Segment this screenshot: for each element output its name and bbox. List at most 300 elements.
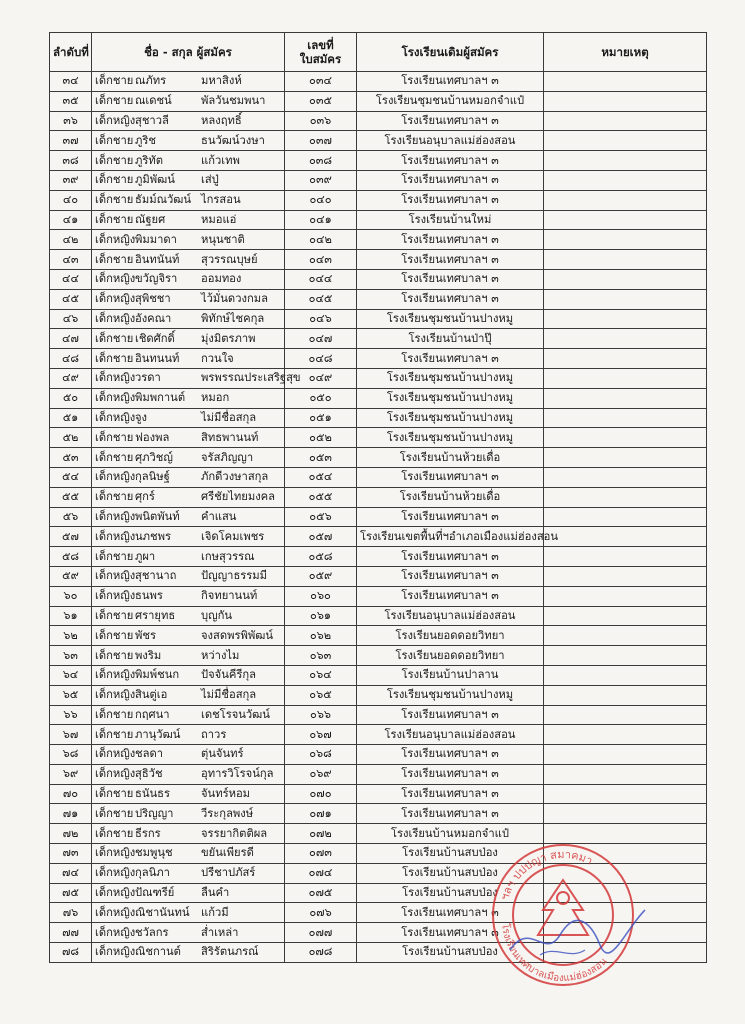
- row-remark: [544, 151, 707, 171]
- row-school: โรงเรียนชุมชนบ้านปางหมู: [357, 309, 544, 329]
- row-name: [92, 646, 285, 666]
- row-school: โรงเรียนบ้านสบป่อง: [357, 883, 544, 903]
- row-no: ๓๙: [50, 170, 92, 190]
- row-name: [92, 329, 285, 349]
- row-last-name: หว่างไม: [201, 648, 240, 662]
- table-row: [50, 170, 707, 190]
- row-remark: [544, 388, 707, 408]
- row-no: ๔๖: [50, 309, 92, 329]
- table-row: [50, 745, 707, 765]
- row-no: ๖๔: [50, 665, 92, 685]
- row-remark: [544, 764, 707, 784]
- row-first-name: จูง: [135, 410, 148, 424]
- row-name: [92, 269, 285, 289]
- table-row: [50, 586, 707, 606]
- row-prefix: เด็กชาย: [95, 549, 134, 563]
- row-prefix: เด็กชาย: [95, 628, 134, 642]
- row-remark: [544, 428, 707, 448]
- table-row: [50, 72, 707, 92]
- row-application-no: ๐๕๑: [285, 408, 357, 428]
- row-prefix: เด็กชาย: [95, 252, 134, 266]
- row-school: โรงเรียนเทศบาลฯ ๓: [357, 269, 544, 289]
- row-remark: [544, 230, 707, 250]
- table-row: [50, 408, 707, 428]
- table-row: [50, 487, 707, 507]
- row-application-no: ๐๖๗: [285, 725, 357, 745]
- row-last-name: ไม่มีชื่อสกุล: [201, 688, 257, 702]
- row-application-no: ๐๕๓: [285, 448, 357, 468]
- row-application-no: ๐๓๘: [285, 151, 357, 171]
- row-remark: [544, 626, 707, 646]
- row-remark: [544, 170, 707, 190]
- row-school: โรงเรียนยอดดอยวิทยา: [357, 626, 544, 646]
- row-first-name: ปริญญา: [135, 806, 174, 820]
- row-first-name: กุลนิษฐ์: [135, 470, 170, 484]
- row-prefix: เด็กชาย: [95, 450, 134, 464]
- row-last-name: จรรยากิตติผล: [201, 826, 268, 840]
- row-prefix: เด็กชาย: [95, 787, 134, 801]
- row-school: โรงเรียนบ้านห้วยเดื่อ: [357, 487, 544, 507]
- row-first-name: ภานุวัฒน์: [135, 727, 181, 741]
- row-school: โรงเรียนยอดดอยวิทยา: [357, 646, 544, 666]
- row-school: โรงเรียนเทศบาลฯ ๓: [357, 250, 544, 270]
- row-application-no: ๐๔๔: [285, 269, 357, 289]
- row-application-no: ๐๔๐: [285, 190, 357, 210]
- table-row: [50, 269, 707, 289]
- row-remark: [544, 665, 707, 685]
- row-school: โรงเรียนชุมชนบ้านปางหมู: [357, 408, 544, 428]
- table-row: [50, 764, 707, 784]
- row-last-name: พิทักษ์ไชคกุล: [201, 311, 265, 325]
- row-first-name: ณิชานันทน์: [135, 905, 190, 919]
- row-application-no: ๐๖๑: [285, 606, 357, 626]
- row-school: โรงเรียนเทศบาลฯ ๓: [357, 764, 544, 784]
- row-remark: [544, 467, 707, 487]
- row-name: [92, 309, 285, 329]
- row-name: [92, 151, 285, 171]
- row-no: ๖๑: [50, 606, 92, 626]
- row-prefix: เด็กชาย: [95, 193, 134, 207]
- row-application-no: ๐๖๘: [285, 745, 357, 765]
- row-prefix: เด็กชาย: [95, 707, 134, 721]
- table-row: [50, 190, 707, 210]
- row-last-name: คำแสน: [201, 509, 237, 523]
- row-no: ๖๓: [50, 646, 92, 666]
- row-prefix: เด็กหญิง: [95, 371, 136, 385]
- table-header-row: [50, 33, 707, 72]
- row-prefix: เด็กหญิง: [95, 747, 136, 761]
- row-remark: [544, 368, 707, 388]
- row-remark: [544, 111, 707, 131]
- row-school: โรงเรียนเทศบาลฯ ๓: [357, 547, 544, 567]
- row-remark: [544, 250, 707, 270]
- row-first-name: ธัมม์ณวัฒน์: [135, 193, 191, 207]
- row-application-no: ๐๕๒: [285, 428, 357, 448]
- table-row: [50, 804, 707, 824]
- row-school: โรงเรียนเทศบาลฯ ๓: [357, 745, 544, 765]
- header-name: ชื่อ - สกุล ผู้สมัคร: [92, 33, 285, 72]
- row-first-name: ขวัญจิรา: [135, 272, 178, 286]
- row-prefix: เด็กชาย: [95, 153, 134, 167]
- table-row: [50, 131, 707, 151]
- row-first-name: ชวัลกร: [135, 925, 169, 939]
- row-last-name: พัลวันชมพนา: [201, 94, 266, 108]
- row-name: [92, 388, 285, 408]
- row-no: ๕๐: [50, 388, 92, 408]
- row-prefix: เด็กหญิง: [95, 589, 136, 603]
- row-first-name: อินทนนท์: [135, 351, 180, 365]
- row-prefix: เด็กหญิง: [95, 509, 136, 523]
- row-application-no: ๐๗๖: [285, 903, 357, 923]
- table-row: [50, 250, 707, 270]
- header-remark: หมายเหตุ: [544, 33, 707, 72]
- svg-text:ฯลฯ ปปปญา สมาคมา: [498, 848, 595, 902]
- row-remark: [544, 448, 707, 468]
- row-last-name: หลงฤทธิ์: [201, 113, 242, 127]
- row-application-no: ๐๕๐: [285, 388, 357, 408]
- row-prefix: เด็กชาย: [95, 608, 134, 622]
- row-application-no: ๐๔๙: [285, 368, 357, 388]
- row-remark: [544, 72, 707, 92]
- row-last-name: เกษสุวรรณ: [201, 549, 255, 563]
- row-school: โรงเรียนเทศบาลฯ ๓: [357, 507, 544, 527]
- row-first-name: กฤศนา: [135, 707, 170, 721]
- row-first-name: พิมมาดา: [135, 232, 177, 246]
- row-last-name: ไกรสอน: [201, 193, 241, 207]
- row-first-name: อินทนันท์: [135, 252, 180, 266]
- table-row: [50, 289, 707, 309]
- row-school: โรงเรียนบ้านห้วยเดื่อ: [357, 448, 544, 468]
- row-last-name: จรัสภิญญา: [201, 450, 254, 464]
- row-application-no: ๐๖๒: [285, 626, 357, 646]
- row-no: ๖๐: [50, 586, 92, 606]
- row-first-name: ภูผา: [135, 549, 156, 563]
- row-no: ๗๗: [50, 923, 92, 943]
- row-name: [92, 349, 285, 369]
- row-prefix: เด็กหญิง: [95, 767, 136, 781]
- row-school: โรงเรียนเทศบาลฯ ๓: [357, 467, 544, 487]
- row-first-name: ธนพร: [135, 589, 163, 603]
- row-remark: [544, 725, 707, 745]
- row-remark: [544, 349, 707, 369]
- row-no: ๗๐: [50, 784, 92, 804]
- row-last-name: วีระกุลพงษ์: [201, 806, 254, 820]
- seal-text-bottom: โรงเรียนเทศบาลเมืองแม่ฮ่องสอน: [499, 922, 610, 985]
- row-no: ๔๗: [50, 329, 92, 349]
- row-application-no: ๐๕๙: [285, 566, 357, 586]
- row-last-name: เส่ปู่: [201, 173, 219, 187]
- row-name: [92, 764, 285, 784]
- row-first-name: ณภัทร: [135, 74, 167, 88]
- row-remark: [544, 566, 707, 586]
- row-no: ๕๗: [50, 527, 92, 547]
- row-first-name: ณัฐยศ: [135, 212, 166, 226]
- row-school: โรงเรียนชุมชนบ้านปางหมู: [357, 428, 544, 448]
- row-remark: [544, 646, 707, 666]
- table-row: [50, 646, 707, 666]
- row-name: [92, 210, 285, 230]
- table-row: [50, 705, 707, 725]
- signature: [500, 900, 650, 970]
- row-name: [92, 170, 285, 190]
- row-application-no: ๐๗๐: [285, 784, 357, 804]
- row-no: ๗๖: [50, 903, 92, 923]
- row-last-name: ส่ำเหล่า: [201, 925, 239, 939]
- row-application-no: ๐๗๕: [285, 883, 357, 903]
- row-prefix: เด็กชาย: [95, 74, 134, 88]
- row-no: ๖๘: [50, 745, 92, 765]
- row-no: ๖๗: [50, 725, 92, 745]
- row-first-name: พัชร: [135, 628, 156, 642]
- row-school: โรงเรียนเทศบาลฯ ๓: [357, 903, 544, 923]
- row-first-name: อังคณา: [135, 311, 172, 325]
- row-name: [92, 467, 285, 487]
- row-school: โรงเรียนชุมชนบ้านหมอกจำแป๋: [357, 91, 544, 111]
- row-last-name: บุญกัน: [201, 608, 233, 622]
- row-name: [92, 448, 285, 468]
- row-application-no: ๐๔๕: [285, 289, 357, 309]
- row-no: ๔๔: [50, 269, 92, 289]
- row-last-name: ปัญญาธรรมมี: [201, 569, 268, 583]
- row-name: [92, 626, 285, 646]
- row-first-name: ศุกร์: [135, 490, 155, 504]
- row-no: ๗๕: [50, 883, 92, 903]
- row-application-no: ๐๖๙: [285, 764, 357, 784]
- row-last-name: ลืนคำ: [201, 886, 230, 900]
- row-last-name: สุวรรณบุษย์: [201, 252, 258, 266]
- row-no: ๖๕: [50, 685, 92, 705]
- row-prefix: เด็กหญิง: [95, 886, 136, 900]
- row-no: ๔๓: [50, 250, 92, 270]
- row-no: ๔๐: [50, 190, 92, 210]
- row-first-name: ณิชกานต์: [135, 945, 181, 959]
- row-name: [92, 111, 285, 131]
- row-school: โรงเรียนเทศบาลฯ ๓: [357, 349, 544, 369]
- table-row: [50, 368, 707, 388]
- row-remark: [544, 804, 707, 824]
- row-application-no: ๐๗๔: [285, 863, 357, 883]
- row-application-no: ๐๕๘: [285, 547, 357, 567]
- row-application-no: ๐๖๕: [285, 685, 357, 705]
- seal-text-top: ฯลฯ ปปปญา สมาคมา: [498, 847, 595, 902]
- row-name: [92, 606, 285, 626]
- row-last-name: เดชโรจนวัฒน์: [201, 707, 270, 721]
- row-last-name: ไว้มั่นดวงกมล: [201, 292, 268, 306]
- table-row: [50, 784, 707, 804]
- row-name: [92, 804, 285, 824]
- row-first-name: ภูมิพัฒน์: [135, 173, 175, 187]
- row-first-name: ศุภวิชญ์: [135, 450, 173, 464]
- row-prefix: เด็กหญิง: [95, 945, 136, 959]
- row-last-name: อุทารวิโรจน์กุล: [201, 767, 274, 781]
- row-name: [92, 844, 285, 864]
- row-prefix: เด็กหญิง: [95, 529, 136, 543]
- row-last-name: จงสดพรพิพัฒน์: [201, 628, 273, 642]
- row-application-no: ๐๓๙: [285, 170, 357, 190]
- row-remark: [544, 705, 707, 725]
- row-no: ๖๒: [50, 626, 92, 646]
- row-no: ๔๒: [50, 230, 92, 250]
- row-application-no: ๐๔๖: [285, 309, 357, 329]
- row-no: ๗๘: [50, 943, 92, 963]
- row-application-no: ๐๔๗: [285, 329, 357, 349]
- row-name: [92, 586, 285, 606]
- row-no: ๖๙: [50, 764, 92, 784]
- row-last-name: ถาวร: [201, 727, 227, 741]
- row-last-name: สิริรัตนภรณ์: [201, 945, 259, 959]
- row-last-name: หมอก: [201, 391, 230, 405]
- row-prefix: เด็กชาย: [95, 331, 134, 345]
- table-row: [50, 448, 707, 468]
- row-remark: [544, 487, 707, 507]
- row-first-name: ณเดชน์: [135, 94, 172, 108]
- table-row: [50, 91, 707, 111]
- row-prefix: เด็กหญิง: [95, 410, 136, 424]
- table-row: [50, 210, 707, 230]
- row-remark: [544, 586, 707, 606]
- row-name: [92, 547, 285, 567]
- row-prefix: เด็กหญิง: [95, 113, 136, 127]
- row-no: ๗๔: [50, 863, 92, 883]
- row-last-name: แก้วมี: [201, 905, 229, 919]
- row-no: ๓๗: [50, 131, 92, 151]
- row-remark: [544, 408, 707, 428]
- row-no: ๕๖: [50, 507, 92, 527]
- row-prefix: เด็กชาย: [95, 212, 134, 226]
- row-prefix: เด็กชาย: [95, 648, 134, 662]
- row-prefix: เด็กหญิง: [95, 470, 136, 484]
- row-no: ๔๕: [50, 289, 92, 309]
- row-last-name: ตุ่นจันทร์: [201, 747, 244, 761]
- table-row: [50, 547, 707, 567]
- row-application-no: ๐๗๘: [285, 943, 357, 963]
- row-application-no: ๐๗๑: [285, 804, 357, 824]
- row-prefix: เด็กหญิง: [95, 232, 136, 246]
- row-first-name: ภูริทัต: [135, 153, 164, 167]
- row-no: ๓๘: [50, 151, 92, 171]
- row-name: [92, 745, 285, 765]
- row-application-no: ๐๖๐: [285, 586, 357, 606]
- table-row: [50, 428, 707, 448]
- header-application-no: [285, 33, 357, 72]
- row-school: โรงเรียนอนุบาลแม่ฮ่องสอน: [357, 131, 544, 151]
- row-name: [92, 725, 285, 745]
- row-prefix: เด็กชาย: [95, 727, 134, 741]
- row-last-name: ปรีชาปภัสร์: [201, 866, 256, 880]
- row-remark: [544, 131, 707, 151]
- row-name: [92, 566, 285, 586]
- row-school: โรงเรียนเทศบาลฯ ๓: [357, 151, 544, 171]
- row-school: โรงเรียนเทศบาลฯ ๓: [357, 566, 544, 586]
- table-row: [50, 230, 707, 250]
- table-row: [50, 566, 707, 586]
- row-no: ๕๑: [50, 408, 92, 428]
- row-application-no: ๐๖๓: [285, 646, 357, 666]
- row-name: [92, 72, 285, 92]
- row-last-name: ศรีชัยไทยมงคล: [201, 490, 275, 504]
- row-school: โรงเรียนเทศบาลฯ ๓: [357, 705, 544, 725]
- row-application-no: ๐๕๖: [285, 507, 357, 527]
- row-school: โรงเรียนเทศบาลฯ ๓: [357, 230, 544, 250]
- row-no: ๓๖: [50, 111, 92, 131]
- row-first-name: สุธิวัช: [135, 767, 163, 781]
- row-no: ๓๔: [50, 72, 92, 92]
- row-last-name: หมอแอ่: [201, 212, 237, 226]
- row-school: โรงเรียนเทศบาลฯ ๓: [357, 72, 544, 92]
- row-prefix: เด็กหญิง: [95, 688, 136, 702]
- row-first-name: กุลนิภา: [135, 866, 170, 880]
- row-last-name: ไม่มีชื่อสกุล: [201, 410, 257, 424]
- row-school: โรงเรียนชุมชนบ้านปางหมู: [357, 685, 544, 705]
- row-first-name: พิมพกานต์: [135, 391, 186, 405]
- row-school: โรงเรียนเทศบาลฯ ๓: [357, 784, 544, 804]
- row-remark: [544, 745, 707, 765]
- row-school: โรงเรียนเทศบาลฯ ๓: [357, 586, 544, 606]
- row-name: [92, 408, 285, 428]
- row-prefix: เด็กชาย: [95, 430, 134, 444]
- row-last-name: เจิดโคมเพชร: [201, 529, 265, 543]
- table-row: [50, 685, 707, 705]
- row-last-name: ออมทอง: [201, 272, 242, 286]
- table-row: [50, 349, 707, 369]
- row-first-name: สุชานาถ: [135, 569, 177, 583]
- row-name: [92, 685, 285, 705]
- row-no: ๕๙: [50, 566, 92, 586]
- table-row: [50, 151, 707, 171]
- row-school: โรงเรียนเทศบาลฯ ๓: [357, 190, 544, 210]
- row-remark: [544, 685, 707, 705]
- row-remark: [544, 784, 707, 804]
- row-last-name: แก้วเทพ: [201, 153, 240, 167]
- row-prefix: เด็กชาย: [95, 351, 134, 365]
- table-row: [50, 606, 707, 626]
- row-prefix: เด็กชาย: [95, 490, 134, 504]
- row-school: โรงเรียนบ้านสบป่อง: [357, 943, 544, 963]
- row-school: โรงเรียนอนุบาลแม่ฮ่องสอน: [357, 725, 544, 745]
- row-school: โรงเรียนบ้านปาลาน: [357, 665, 544, 685]
- row-application-no: ๐๗๓: [285, 844, 357, 864]
- row-school: โรงเรียนอนุบาลแม่ฮ่องสอน: [357, 606, 544, 626]
- row-school: โรงเรียนชุมชนบ้านปางหมู: [357, 388, 544, 408]
- row-prefix: เด็กหญิง: [95, 391, 136, 405]
- row-no: ๔๙: [50, 368, 92, 388]
- row-prefix: เด็กชาย: [95, 826, 134, 840]
- row-prefix: เด็กหญิง: [95, 866, 136, 880]
- row-no: ๕๘: [50, 547, 92, 567]
- row-school: โรงเรียนบ้านป่าปุ๊: [357, 329, 544, 349]
- row-school: โรงเรียนบ้านหมอกจำแป๋: [357, 824, 544, 844]
- row-remark: [544, 547, 707, 567]
- row-application-no: ๐๖๔: [285, 665, 357, 685]
- row-application-no: ๐๔๒: [285, 230, 357, 250]
- row-last-name: จันทร์หอม: [201, 787, 251, 801]
- row-last-name: หนุนชาติ: [201, 232, 245, 246]
- row-first-name: ฟองพล: [135, 430, 170, 444]
- table-row: [50, 309, 707, 329]
- row-application-no: ๐๖๖: [285, 705, 357, 725]
- row-application-no: ๐๓๖: [285, 111, 357, 131]
- row-application-no: ๐๓๕: [285, 91, 357, 111]
- row-application-no: ๐๗๒: [285, 824, 357, 844]
- row-no: ๓๕: [50, 91, 92, 111]
- row-school: โรงเรียนเทศบาลฯ ๓: [357, 923, 544, 943]
- table-body: [50, 72, 707, 963]
- row-prefix: เด็กหญิง: [95, 846, 136, 860]
- row-name: [92, 943, 285, 963]
- row-no: ๔๑: [50, 210, 92, 230]
- row-prefix: เด็กหญิง: [95, 905, 136, 919]
- row-last-name: กวนใจ: [201, 351, 234, 365]
